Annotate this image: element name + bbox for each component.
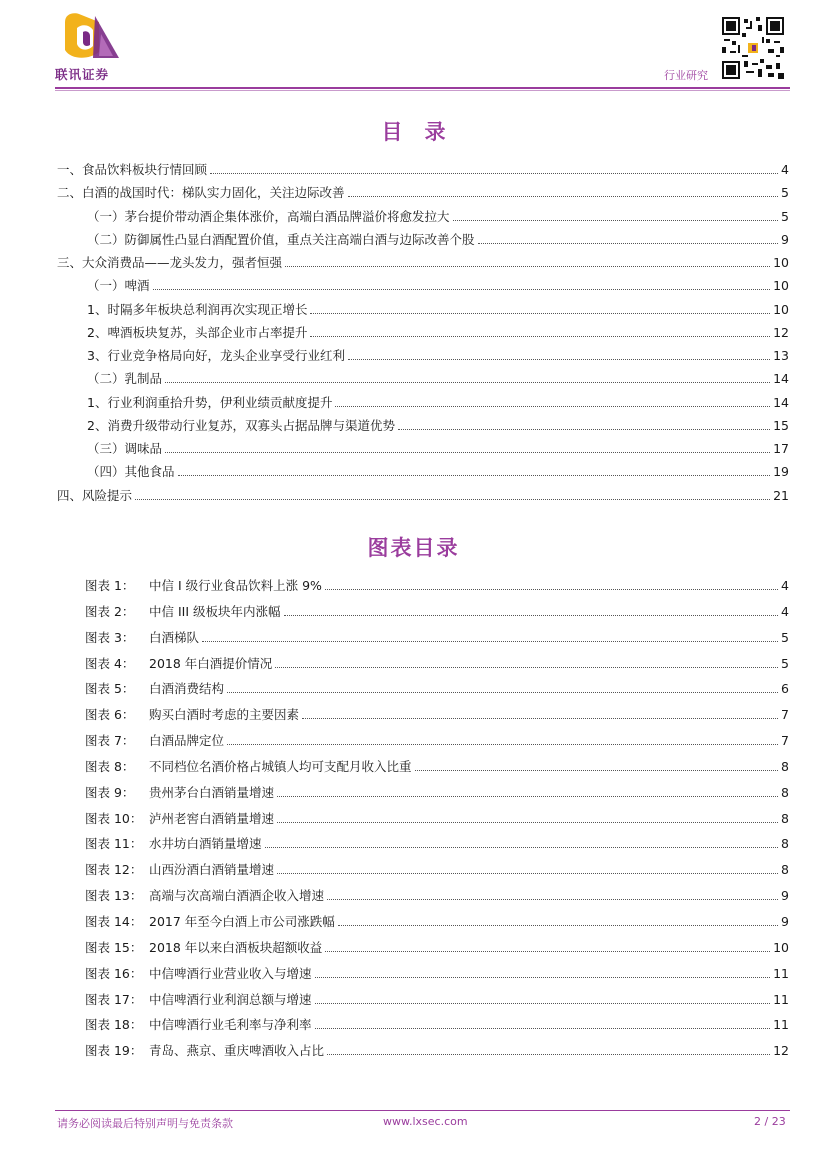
- toc-entry-page: 12: [773, 324, 789, 340]
- dot-leader: [302, 718, 778, 719]
- figure-entry[interactable]: [85, 757, 789, 783]
- toc-entry[interactable]: [57, 207, 789, 230]
- toc-entry-page: 14: [773, 394, 789, 410]
- figure-entry-title: 中信啤酒行业营业收入与增速: [149, 965, 312, 981]
- figure-entry-number: 图表 12：: [85, 862, 143, 878]
- toc-entry-label: （四）其他食品: [87, 464, 175, 480]
- toc-entry[interactable]: [57, 323, 789, 346]
- figure-entry-number: 图表 7：: [85, 733, 135, 749]
- figure-entry-page: 5: [781, 655, 789, 671]
- figure-entry-title: 水井坊白酒销量增速: [149, 836, 262, 852]
- logo-mark-icon: [59, 12, 121, 62]
- figure-entry-page: 9: [781, 888, 789, 904]
- figure-list: [85, 576, 789, 1067]
- dot-leader: [277, 873, 778, 874]
- dot-leader: [165, 382, 770, 383]
- figure-entry[interactable]: [85, 834, 789, 860]
- dot-leader: [315, 1003, 771, 1004]
- toc-entry[interactable]: [57, 439, 789, 462]
- dot-leader: [348, 196, 779, 197]
- figure-entry[interactable]: [85, 783, 789, 809]
- figures-title: 图表目录: [367, 536, 460, 560]
- figure-entry-number: 图表 16：: [85, 965, 143, 981]
- dot-leader: [478, 243, 779, 244]
- figure-entry-page: 8: [781, 862, 789, 878]
- toc-entry-label: 1、时隔多年板块总利润再次实现正增长: [87, 301, 308, 317]
- figure-entry-number: 图表 11：: [85, 836, 143, 852]
- figure-entry[interactable]: [85, 654, 789, 680]
- figure-entry-title: 青岛、燕京、重庆啤酒收入占比: [149, 1043, 325, 1059]
- figure-entry-title: 2018 年以来白酒板块超额收益: [149, 939, 323, 955]
- figure-entry-title: 高端与次高端白酒酒企收入增速: [149, 888, 325, 904]
- dot-leader: [153, 289, 771, 290]
- figure-entry[interactable]: [85, 602, 789, 628]
- figure-entry-page: 8: [781, 784, 789, 800]
- toc-entry[interactable]: [57, 393, 789, 416]
- figure-entry-page: 5: [781, 629, 789, 645]
- toc-entry[interactable]: [57, 300, 789, 323]
- figure-entry-page: 4: [781, 603, 789, 619]
- figure-entry-number: 图表 13：: [85, 888, 143, 904]
- figure-entry-number: 图表 8：: [85, 758, 135, 774]
- dot-leader: [315, 977, 771, 978]
- header-divider-thin: [55, 90, 790, 91]
- dot-leader: [335, 406, 770, 407]
- toc-entry-page: 14: [773, 371, 789, 387]
- toc-entry[interactable]: [57, 416, 789, 439]
- figure-entry-title: 中信 I 级行业食品饮料上涨 9%: [149, 578, 322, 593]
- figure-entry-number: 图表 2：: [85, 603, 135, 619]
- dot-leader: [275, 667, 778, 668]
- toc-entry[interactable]: [57, 230, 789, 253]
- figure-entry-page: 11: [773, 965, 789, 981]
- figure-entry-title: 白酒消费结构: [149, 681, 225, 697]
- toc-entry-label: （二）乳制品: [87, 371, 163, 387]
- toc-entry-label: 四、风险提示: [57, 487, 133, 503]
- figure-entry-number: 图表 19：: [85, 1043, 143, 1059]
- dot-leader: [277, 796, 778, 797]
- figure-entry-number: 图表 3：: [85, 629, 135, 645]
- brand-logo: [55, 12, 135, 84]
- dot-leader: [415, 770, 779, 771]
- dot-leader: [348, 359, 770, 360]
- toc-entry[interactable]: [57, 369, 789, 392]
- toc-entry-page: 10: [773, 301, 789, 317]
- toc-entry-page: 5: [781, 185, 789, 201]
- dot-leader: [453, 220, 779, 221]
- toc-entry-page: 5: [781, 208, 789, 224]
- dot-leader: [210, 173, 778, 174]
- figure-entry[interactable]: [85, 809, 789, 835]
- footer-disclaimer[interactable]: 请务必阅读最后特别声明与免责条款: [57, 1117, 233, 1130]
- toc-entry[interactable]: [57, 346, 789, 369]
- dot-leader: [284, 615, 779, 616]
- dot-leader: [227, 744, 778, 745]
- figure-entry[interactable]: [85, 964, 789, 990]
- table-of-contents: [57, 160, 789, 509]
- figure-entry-title: 购买白酒时考虑的主要因素: [149, 707, 300, 723]
- figure-entry-title: 白酒品牌定位: [149, 733, 225, 749]
- toc-entry-page: 10: [773, 278, 789, 294]
- figure-entry-page: 7: [781, 707, 789, 723]
- dot-leader: [338, 925, 778, 926]
- figure-entry-page: 6: [781, 681, 789, 697]
- figure-entry-page: 10: [773, 939, 789, 955]
- figure-entry[interactable]: [85, 938, 789, 964]
- toc-entry[interactable]: [57, 253, 789, 276]
- brand-name: 联讯证券: [55, 67, 110, 82]
- dot-leader: [277, 822, 778, 823]
- toc-entry-page: 9: [781, 231, 789, 247]
- toc-entry-page: 10: [773, 255, 789, 270]
- figure-entry[interactable]: [85, 679, 789, 705]
- figure-entry-page: 4: [781, 578, 789, 593]
- dot-leader: [178, 475, 771, 476]
- toc-entry-page: 21: [773, 487, 789, 503]
- toc-entry-page: 19: [773, 464, 789, 480]
- figure-entry-title: 山西汾酒白酒销量增速: [149, 862, 275, 878]
- figure-entry-page: 8: [781, 758, 789, 774]
- figure-entry-page: 8: [781, 810, 789, 826]
- toc-entry-label: 三、大众消费品——龙头发力，强者恒强: [57, 255, 283, 270]
- figure-entry-number: 图表 4：: [85, 655, 135, 671]
- toc-entry-label: 二、白酒的战国时代：梯队实力固化，关注边际改善: [57, 185, 345, 201]
- figure-entry[interactable]: [85, 1015, 789, 1041]
- figure-entry-title: 2018 年白酒提价情况: [149, 655, 273, 671]
- header-divider: [55, 87, 790, 89]
- figure-entry-page: 11: [773, 1017, 789, 1033]
- page-header: [0, 0, 827, 95]
- dot-leader: [135, 499, 770, 500]
- figure-entry-page: 7: [781, 733, 789, 749]
- figure-entry-number: 图表 1：: [85, 578, 135, 593]
- dot-leader: [265, 847, 779, 848]
- toc-entry-label: 一、食品饮料板块行情回顾: [57, 162, 208, 177]
- figure-entry[interactable]: [85, 886, 789, 912]
- toc-entry-label: （一）茅台提价带动酒企集体涨价，高端白酒品牌溢价将愈发拉大: [87, 208, 450, 224]
- dot-leader: [327, 899, 778, 900]
- dot-leader: [327, 1054, 770, 1055]
- toc-entry-label: 2、消费升级带动行业复苏，双寡头占据品牌与渠道优势: [87, 417, 395, 433]
- dot-leader: [310, 336, 770, 337]
- figure-entry-page: 11: [773, 991, 789, 1007]
- dot-leader: [202, 641, 778, 642]
- figure-entry-number: 图表 6：: [85, 707, 135, 723]
- toc-entry-page: 4: [781, 162, 789, 177]
- figure-entry-number: 图表 9：: [85, 784, 135, 800]
- figure-entry[interactable]: [85, 990, 789, 1016]
- dot-leader: [398, 429, 770, 430]
- dot-leader: [325, 589, 778, 590]
- figure-entry-title: 白酒梯队: [149, 629, 200, 645]
- figure-entry-page: 8: [781, 836, 789, 852]
- dot-leader: [285, 266, 770, 267]
- page-number: 2 / 23: [754, 1115, 786, 1128]
- dot-leader: [325, 951, 770, 952]
- figure-entry-number: 图表 10：: [85, 810, 143, 826]
- figure-entry-number: 图表 5：: [85, 681, 135, 697]
- dot-leader: [315, 1028, 771, 1029]
- figure-entry-page: 9: [781, 913, 789, 929]
- toc-entry-label: （三）调味品: [87, 441, 163, 456]
- figure-entry-title: 2017 年至今白酒上市公司涨跌幅: [149, 913, 335, 929]
- toc-entry-page: 17: [773, 441, 789, 456]
- figure-entry-number: 图表 18：: [85, 1017, 143, 1033]
- figure-entry[interactable]: [85, 628, 789, 654]
- toc-entry-page: 13: [773, 348, 789, 363]
- footer-divider: [55, 1110, 790, 1111]
- figure-entry-page: 12: [773, 1043, 789, 1059]
- toc-entry[interactable]: [57, 183, 789, 206]
- dot-leader: [227, 692, 778, 693]
- figure-entry-title: 贵州茅台白酒销量增速: [149, 784, 275, 800]
- figure-entry-number: 图表 17：: [85, 991, 143, 1007]
- dot-leader: [310, 313, 770, 314]
- toc-entry[interactable]: [57, 486, 789, 509]
- report-category: 行业研究: [664, 69, 708, 82]
- figure-entry-title: 中信啤酒行业利润总额与增速: [149, 991, 312, 1007]
- figure-entry[interactable]: [85, 1041, 789, 1067]
- figure-entry-number: 图表 15：: [85, 939, 143, 955]
- toc-entry[interactable]: [57, 160, 789, 183]
- figure-entry[interactable]: [85, 860, 789, 886]
- toc-entry-label: 2、啤酒板块复苏，头部企业市占率提升: [87, 324, 308, 340]
- figure-entry-title: 泸州老窖白酒销量增速: [149, 810, 275, 826]
- toc-entry-label: （二）防御属性凸显白酒配置价值，重点关注高端白酒与边际改善个股: [87, 231, 475, 247]
- toc-entry[interactable]: [57, 276, 789, 299]
- footer-website[interactable]: www.lxsec.com: [383, 1115, 468, 1128]
- toc-entry-label: 3、行业竞争格局向好，龙头企业享受行业红利: [87, 348, 345, 363]
- toc-title: 目录: [381, 120, 468, 144]
- figure-entry-title: 中信啤酒行业毛利率与净利率: [149, 1017, 312, 1033]
- dot-leader: [165, 452, 770, 453]
- figure-entry[interactable]: [85, 576, 789, 602]
- toc-entry[interactable]: [57, 462, 789, 485]
- figure-entry[interactable]: [85, 912, 789, 938]
- figure-entry-title: 不同档位名酒价格占城镇人均可支配月收入比重: [149, 758, 412, 774]
- figure-entry-number: 图表 14：: [85, 913, 143, 929]
- toc-entry-label: 1、行业利润重拾升势，伊利业绩贡献度提升: [87, 394, 333, 410]
- figure-entry[interactable]: [85, 705, 789, 731]
- toc-entry-label: （一）啤酒: [87, 278, 150, 294]
- qr-code-icon: [722, 17, 784, 79]
- toc-entry-page: 15: [773, 417, 789, 433]
- figure-entry-title: 中信 III 级板块年内涨幅: [149, 603, 281, 619]
- figure-entry[interactable]: [85, 731, 789, 757]
